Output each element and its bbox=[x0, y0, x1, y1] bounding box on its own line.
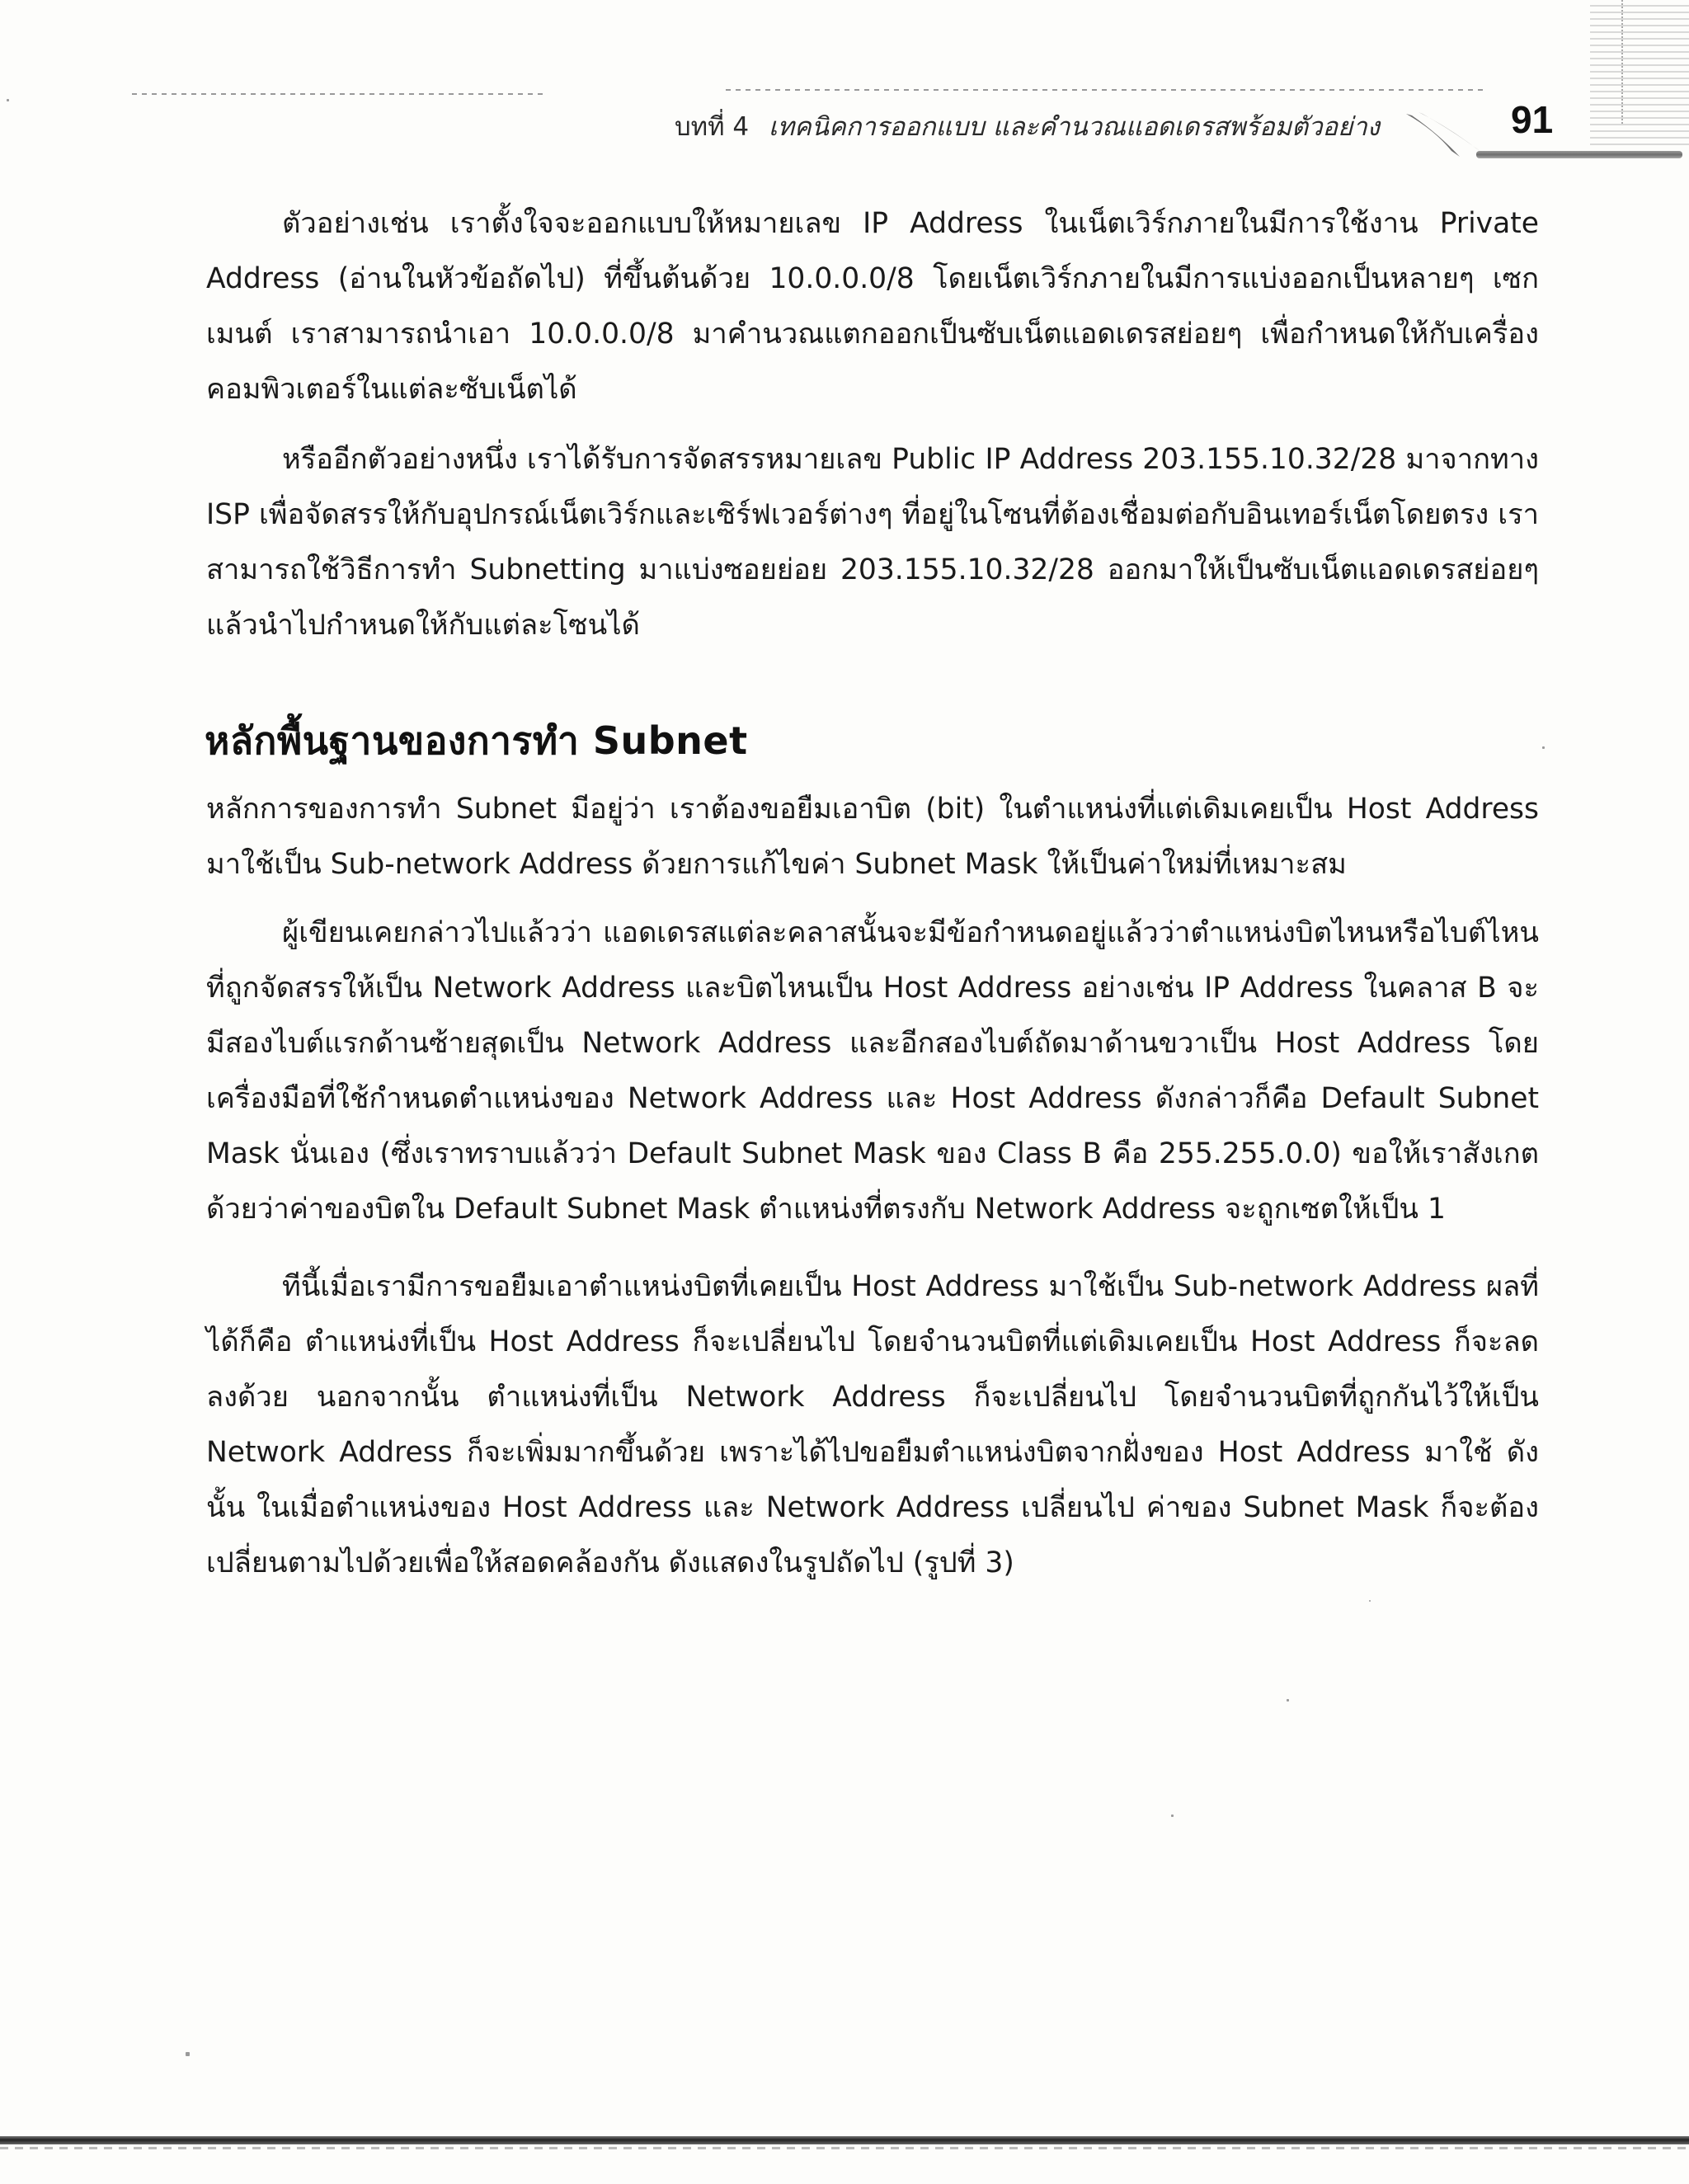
scan-speck bbox=[7, 99, 9, 101]
scan-speck bbox=[1171, 1815, 1174, 1817]
scan-speck bbox=[186, 2052, 190, 2056]
scan-edge-dots bbox=[1621, 0, 1631, 124]
section-heading: หลักพื้นฐานของการทำ Subnet bbox=[205, 718, 748, 763]
scan-dash-top-left bbox=[132, 93, 544, 95]
paragraph-section-1: หลักการของการทำ Subnet มีอยู่ว่า เราต้องขอยืมเอาบิต (bit) ในตำแหน่งที่แต่เดิมเคยเป็น Host Address มาใช้เป็น Sub-network Address ด้วยการแก้ไขค่า Subnet Mask ให้เป็นค่าใหม่ที่เหมาะสม bbox=[206, 793, 1539, 881]
bottom-scan-rule bbox=[0, 2136, 1689, 2144]
bottom-scan-dashes bbox=[0, 2147, 1689, 2149]
page-number: 91 bbox=[1511, 98, 1554, 141]
chapter-label: บทที่ 4 bbox=[675, 112, 750, 142]
scan-speck bbox=[1542, 746, 1545, 749]
paragraph-intro-1: ตัวอย่างเช่น เราตั้งใจจะออกแบบให้หมายเลข IP Address ในเน็ตเวิร์กภายในมีการใช้งาน Private Address (อ่านในหัวข้อถัดไป) ที่ขึ้นต้นด้วย 10.0.0.0/8 โดยเน็ตเวิร์กภายในมีการแบ่งออกเป็นหลายๆ เซกเมนต์ เราสามารถนำเอา 10.0.0.0/8 มาคำนวณแตกออกเป็นซับเน็ตแอดเดรสย่อยๆ เพื่อกำหนดให้กับเครื่องคอมพิวเตอร์ในแต่ละซับเน็ตได้ bbox=[206, 207, 1539, 406]
paragraph-intro-2: หรืออีกตัวอย่างหนึ่ง เราได้รับการจัดสรรหมายเลข Public IP Address 203.155.10.32/28 มาจากทาง ISP เพื่อจัดสรรให้กับอุปกรณ์เน็ตเวิร์กและเซิร์ฟเวอร์ต่างๆ ที่อยู่ในโซนที่ต้องเชื่อมต่อกับอินเทอร์เน็ตโดยตรง เราสามารถใช้วิธีการทำ Subnetting มาแบ่งซอยย่อย 203.155.10.32/28 ออกมาให้เป็นซับเน็ตแอดเดรสย่อยๆ แล้วนำไปกำหนดให้กับแต่ละโซนได้ bbox=[206, 443, 1539, 642]
running-header bbox=[675, 106, 1380, 147]
paragraph-section-2: ผู้เขียนเคยกล่าวไปแล้วว่า แอดเดรสแต่ละคลาสนั้นจะมีข้อกำหนดอยู่แล้วว่าตำแหน่งบิตไหนหรือไบต์ไหนที่ถูกจัดสรรให้เป็น Network Address และบิตไหนเป็น Host Address อย่างเช่น IP Address ในคลาส B จะมีสองไบต์แรกด้านซ้ายสุดเป็น Network Address และอีกสองไบต์ถัดมาด้านขวาเป็น Host Address โดยเครื่องมือที่ใช้กำหนดตำแหน่งของ Network Address และ Host Address ดังกล่าวก็คือ Default Subnet Mask นั่นเอง (ซึ่งเราทราบแล้วว่า Default Subnet Mask ของ Class B คือ 255.255.0.0) ขอให้เราสังเกตด้วยว่าค่าของบิตใน Default Subnet Mask ตำแหน่งที่ตรงกับ Network Address จะถูกเซตให้เป็น 1 bbox=[206, 916, 1539, 1226]
scan-dash-top-mid bbox=[726, 89, 1484, 91]
paragraph-section-3: ทีนี้เมื่อเรามีการขอยืมเอาตำแหน่งบิตที่เคยเป็น Host Address มาใช้เป็น Sub-network Address ผลที่ได้ก็คือ ตำแหน่งที่เป็น Host Address ก็จะเปลี่ยนไป โดยจำนวนบิตที่แต่เดิมเคยเป็น Host Address ก็จะลดลงด้วย นอกจากนั้น ตำแหน่งที่เป็น Network Address ก็จะเปลี่ยนไป โดยจำนวนบิตที่ถูกกันไว้ให้เป็น Network Address ก็จะเพิ่มมากขึ้นด้วย เพราะได้ไปขอยืมตำแหน่งบิตจากฝั่งของ Host Address มาใช้ ดังนั้น ในเมื่อตำแหน่งของ Host Address และ Network Address เปลี่ยนไป ค่าของ Subnet Mask ก็จะต้องเปลี่ยนตามไปด้วยเพื่อให้สอดคล้องกัน ดังแสดงในรูปถัดไป (รูปที่ 3) bbox=[206, 1270, 1539, 1579]
scan-edge-noise bbox=[1590, 0, 1689, 148]
chapter-title: เทคนิคการออกแบบ และคำนวณแอดเดรสพร้อมตัวอย่าง bbox=[768, 112, 1380, 142]
scan-speck bbox=[1287, 1699, 1289, 1702]
header-rule bbox=[1476, 151, 1682, 158]
scan-speck bbox=[1369, 1600, 1371, 1602]
